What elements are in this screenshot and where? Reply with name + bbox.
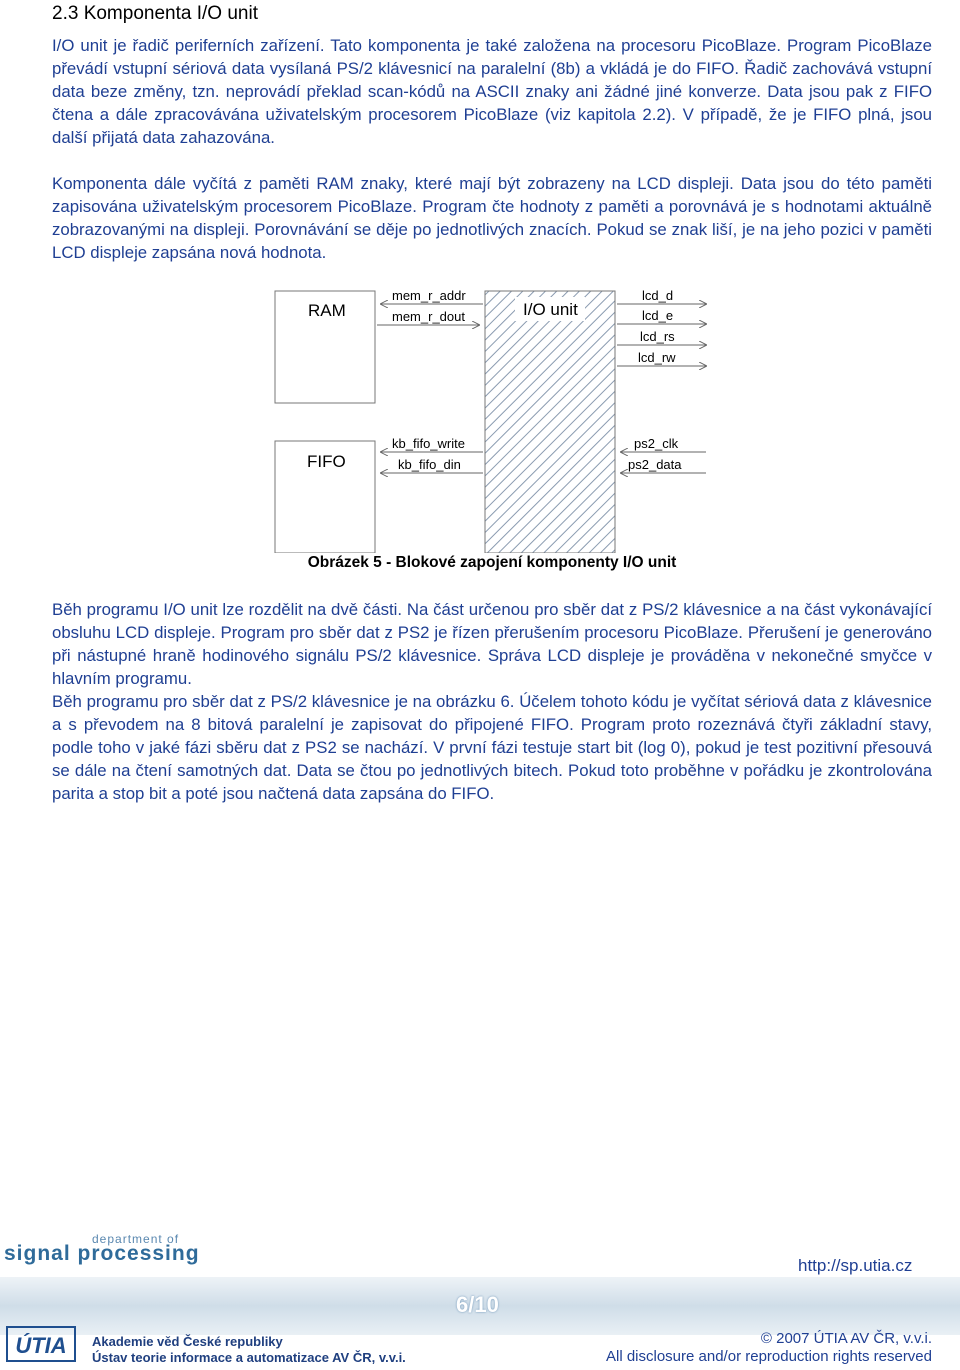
- io-unit-block: [485, 291, 615, 553]
- website-link[interactable]: http://sp.utia.cz: [798, 1256, 913, 1275]
- paragraph-program-run: Běh programu I/O unit lze rozdělit na dvě části. Na část určenou pro sběr dat z PS/2 klávesnice a na část vykonávající obsluhu LCD displeje. Program pro sběr dat z PS2 je řízen přerušením procesoru PicoBlaze. Přerušení je generováno při nástupné hraně hodinového signálu PS/2 klávesnice. Správa LCD displeje je prováděna v nekonečné smyčce v hlavním programu.: [52, 600, 932, 688]
- paragraph-ps2-collection: Běh programu pro sběr dat z PS/2 klávesnice je na obrázku 6. Účelem tohoto kódu je vyčítat sériová data z klávesnice a s převodem na 8 bitová paralelní je zapisovat do připojené FIFO. Program proto rozeznává čtyři základní stavy, podle toho v jaké fázi sběru dat z PS2 se nachází. V první fázi testuje start bit (log 0), pokud je test pozitivní přesouvá se dále na čtení samotných dat. Data se čtou po jednotlivých bitech. Pokud toto proběhne v pořádku je zkontrolována parita a stop bit a poté jsou načtená data zapsána do FIFO.: [52, 692, 932, 803]
- ram-label: RAM: [308, 301, 346, 320]
- section-heading: 2.3 Komponenta I/O unit: [52, 3, 258, 24]
- signal-ps2-data: ps2_data: [628, 457, 682, 472]
- utia-logo: ÚTIA: [6, 1326, 76, 1362]
- rights-notice: All disclosure and/or reproduction rights reserved: [606, 1348, 932, 1365]
- paragraph-intro: I/O unit je řadič periferních zařízení. Tato komponenta je také založena na procesoru PicoBlaze. Program PicoBlaze převádí vstupní sériová data vysílaná PS/2 klávesnicí na paralelní (8b) a vkládá je do FIFO. Řadič zachovává vstupní data beze změny, tzn. neprovádí překlad scan-kódů na ASCII znaky ani žádné jiné konverze. Data jsou pak z FIFO čtena a dále zpracovávána uživatelským procesorem PicoBlaze (viz kapitola 2.2). V případě, že je FIFO plná, jsou další přijatá data zahazována.: [52, 36, 932, 147]
- io-unit-label: I/O unit: [523, 300, 578, 319]
- signal-lcd-e: lcd_e: [642, 308, 674, 323]
- dept-logo-small: department of: [92, 1232, 180, 1246]
- paragraph-lcd: Komponenta dále vyčítá z paměti RAM znaky, které mají být zobrazeny na LCD displeji. Data jsou do této paměti zapisována uživatelským procesorem PicoBlaze. Program čte hodnoty z paměti a porovnává je s hodnotami aktuálně zobrazovanými na displeji. Porovnávání se děje po jednotlivých znacích. Pokud se znak liší, je na jeho pozici v paměti LCD displeje zapsána nová hodnota.: [52, 174, 932, 262]
- signal-kb-fifo-write: kb_fifo_write: [392, 436, 465, 451]
- fifo-label: FIFO: [307, 452, 346, 471]
- figure-caption: Obrázek 5 - Blokové zapojení komponenty I/O unit: [307, 554, 677, 571]
- signal-mem-r-addr: mem_r_addr: [392, 288, 466, 303]
- signal-lcd-d: lcd_d: [642, 288, 674, 303]
- signal-ps2-clk: ps2_clk: [634, 436, 679, 451]
- page-footer: [0, 1220, 960, 1370]
- block-diagram: [270, 283, 710, 553]
- signal-lcd-rs: lcd_rs: [640, 329, 675, 344]
- copyright: © 2007 ÚTIA AV ČR, v.v.i.: [760, 1330, 932, 1347]
- institute-name: Ústav teorie informace a automatizace AV ČR, v.v.i.: [92, 1350, 406, 1365]
- signal-mem-r-dout: mem_r_dout: [392, 309, 465, 324]
- academy-name: Akademie věd České republiky: [92, 1334, 283, 1349]
- signal-lcd-rw: lcd_rw: [638, 350, 676, 365]
- page-number: 6/10: [456, 1292, 499, 1317]
- signal-kb-fifo-din: kb_fifo_din: [398, 457, 461, 472]
- dept-logo: signal processing: [4, 1242, 200, 1265]
